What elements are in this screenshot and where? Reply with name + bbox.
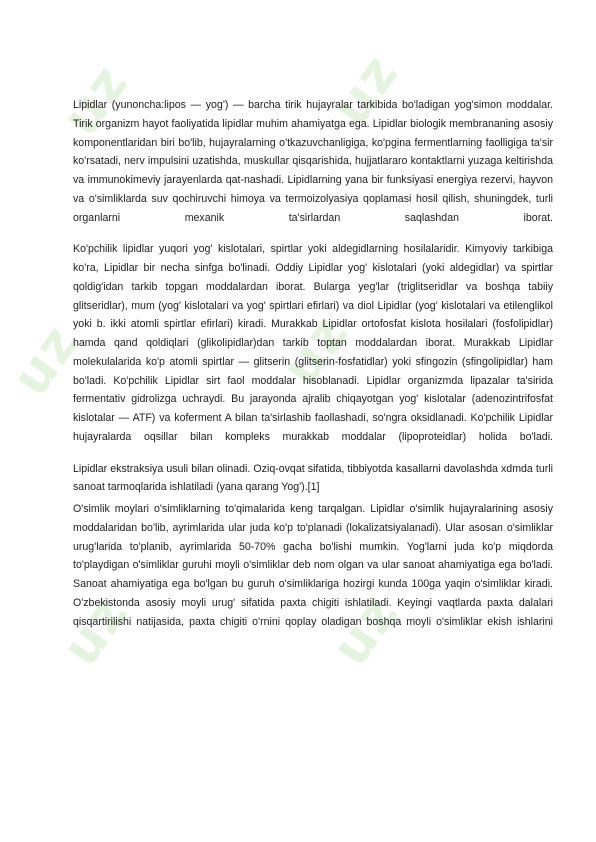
document-body — [73, 96, 553, 631]
watermark-mark: uz — [270, 303, 361, 397]
watermark-mark: uz — [0, 313, 91, 407]
watermark-mark: uz — [50, 53, 141, 147]
watermark-mark: uz — [320, 583, 411, 677]
watermark-mark: uz — [50, 583, 141, 677]
paragraph-extraction: Lipidlar ekstraksiya usuli bilan olinadi. Oziq-ovqat sifatida, tibbiyotda kasallarni davolashda xdmda turli sanoat tarmoqlarida ishlatiladi (yana qarang Yog').[1] — [73, 462, 553, 494]
paragraph-classification: Ko'pchilik lipidlar yuqori yog' kislotalari, spirtlar yoki aldegidlarning hosilalaridir. Kimyoviy tarkibiga ko'ra, Lipidlar bir necha sinfga bo'linadi. Oddiy Lipidlar yog' kislotalari (yoki aldegidlar) va spirtlar qoldig'idan tarkib topgan moddalardan iborat. Bularga yeg'lar (triglitseridlar va boshqa tabiiy glitseridlar), mum (yog' kislotalari va yog' spirtlari efirlari) va diol Lipidlar (yog' kislotalari va etilenglikol yoki b. ikki atomli spirtlar efirlari) kiradi. Murakkab Lipidlar ortofosfat kislota hosilalari (fosfolipidlar) hamda qand qoldiqlari (glikolipidlar)dan tarkib toptan moddalardan iborat. Murakkab Lipidlar molekulalarida ko'p atomli spirtlar — glitserin (glitserin-fosfatidlar) yoki sfingozin (sfingolipidlar) ham bo'ladi. Ko'pchilik Lipidlar sirt faol moddalar hisoblanadi. Lipidlar organizmda lipazalar ta'sirida fermentativ gidrolizga uchraydi. Bu jarayonda ajralib chiqayotgan yog' kislotalar (adenozintrifosfat kislotalar — ATF) va koferment A bilan ta'sirlashib faollashadi, so'ngra oksidlanadi. Ko'pchilik Lipidlar hujayralarda oqsillar bilan kompleks murakkab moddalar (lipoproteidlar) holida bo'ladi. — [73, 243, 553, 443]
paragraph-definition: Lipidlar (yunoncha:lipos — yog') — barcha tirik hujayralar tarkibida bo'ladigan yog'simon moddalar. Tirik organizm hayot faoliyatida lipidlar muhim ahamiyatga ega. Lipidlar biologik membrananing asosiy komponentlaridan biri bo'lib, hujayralarning o'tkazuvchanligiga, ko'pgina fermentlarning faolligiga ta'sir ko'rsatadi, nerv impulsini uzatishda, muskullar qisqarishida, hujjatlararo kontaktlarni yuzaga keltirishda va immunokimeviy jarayenlarda qat-nashadi. Lipidlarning yana bir funksiyasi energiya rezervi, hayvon va o'simliklarda suv qochiruvchi himoya va termoizolyasiya qoplamasi hosil qilish, shuningdek, turli organlarni mexanik ta'sirlardan saqlashdan iborat. — [73, 99, 553, 224]
watermark-mark: uz — [320, 43, 411, 137]
paragraph-plant-oils: O'simlik moylari o'simliklarning to'qimalarida keng tarqalgan. Lipidlar o'simlik hujayralarining asosiy moddalaridan bo'lib, ayrimlarida ular juda ko'p to'planadi (lokalizatsiyalanadi). Ular asosan o'simliklar urug'larida to'planib, ayrimlarida 50-70% gacha bo'lishi mumkin. Yog'larni juda ko'p miqdorda to'playdigan o'simliklar guruhi moyli o'simliklar deb nom olgan va ular sanoat ahamiyatiga ega bo'ladi. Sanoat ahamiyatiga ega bo'lgan bu guruh o'simliklariga hozirgi kunda 100ga yaqin o'simliklar kiradi. O'zbekistonda asosiy moyli urug' sifatida paxta chigiti ishlatiladi. Keyingi vaqtlarda paxta dalalari qisqartirilishi natijasida, paxta chigiti o'rnini qoplay oladigan boshqa moyli o'simliklar ekish ishlarini — [73, 503, 553, 628]
